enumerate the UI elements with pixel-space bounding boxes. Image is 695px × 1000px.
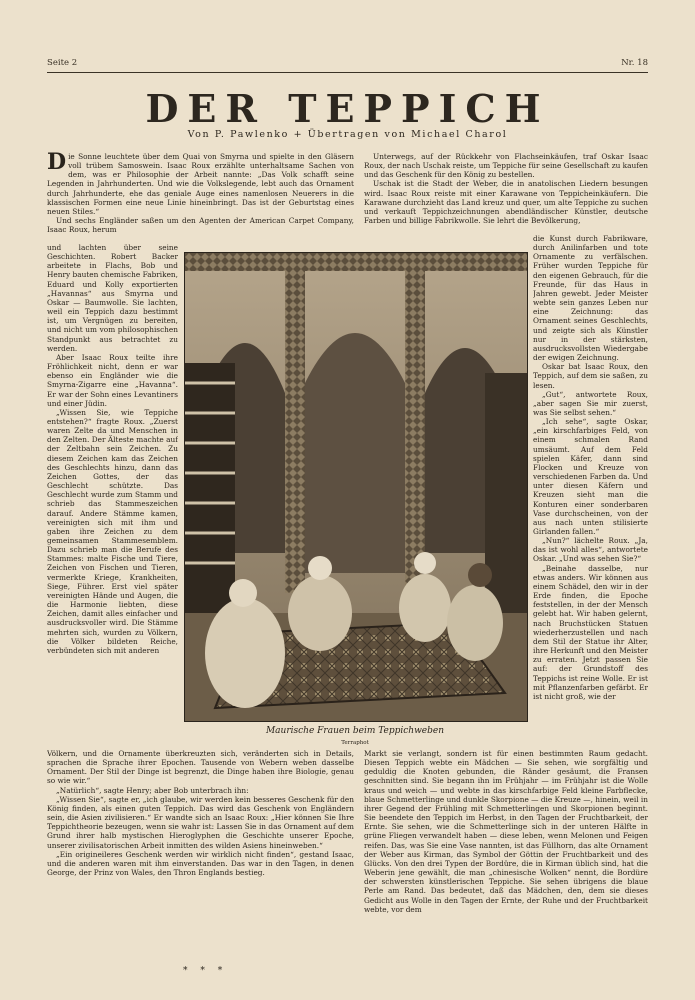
paragraph: „Gut“, antwortete Roux, „aber sagen Sie mir zuerst, was Sie selbst sehen.“ [533, 389, 648, 417]
page-number-label: Seite 2 [47, 58, 78, 68]
photo-credit: Terraphot [341, 740, 369, 746]
paragraph: „Beinahe dasselbe, nur etwas anders. Wir können aus einem Schädel, den wir in der Erde finden, die Epoche feststellen, in der der Mensch gelebt hat. Wir haben gelernt, nach Bruchstücken Statuen wiederherzustellen und nach dem Stil der Statue ihr Alter, ihre Herkunft und den Meister zu erraten. Jetzt passen Sie auf: der Grundstoff des Teppichs ist reine Wolle. Er ist mit Pflanzenfarben gefärbt. Er ist nicht groß, wie der [533, 563, 648, 701]
issue-number-label: Nr. 18 [621, 58, 648, 68]
paragraph: „Wissen Sie, wie Teppiche entstehen?“ fragte Roux. „Zuerst waren Zelte da und Menschen in den Zelten. Der Älteste machte auf der Zeltbahn sein Zeichen. Zu diesem Zeichen kam das Zeichen des Geschlechts hinzu, dann das Zeichen Gottes, der das Geschlecht schützte. Das Geschlecht wurde zum Stamm und schrieb das Stammeszeichen darauf. Andere Stämme kamen, vereinigten sich mit ihm und gaben ihre Zeichen zu dem gemeinsamen Stammesemblem. Dazu schrieb man die Berufe des Stammes: malte Fische und Tiere, Zeichen von Fischen und Tieren, vermerkte Kriege, Krankheiten, Siege, Führer. Erst viel später vereinigten Hände und Augen, die die Harmonie liebten, diese Zeichen, damit alles einfacher und ausdrucksvoller wird. Die Stämme mehrten sich, wurden zu Völkern, die Völker bildeten Reiche, verbündeten sich mit anderen [47, 407, 178, 655]
page-header [47, 58, 648, 72]
paragraph: „Wissen Sie“, sagte er, „ich glaube, wir werden kein besseres Geschenk für den König finden, als einen guten Teppich. Das wird das Geschenk von Engländern sein, die Asien zivilisieren.“ Er wandte sich an Isaac Roux: „Hier können Sie Ihre Teppichtheorie bezeugen, wenn sie wahr ist: Lassen Sie in das Ornament auf dem Grund ihrer halb mystischen Hieroglyphen die Geschichte unserer Epoche, unserer zivilisatorischen Arbeit inmitten des wilden Asiens hineinweben.“ [47, 794, 354, 850]
photograph-weaving-women [184, 252, 528, 722]
paragraph: Völkern, und die Ornamente überkreuzten sich, veränderten sich in Details, sprachen die Sprache ihrer Epochen. Tausende von Webern weben dasselbe Ornament. Der Stil der Dinge ist begrenzt, die Dinge haben ihre Biologie, genau so wie wir.“ [47, 749, 354, 786]
right-column-narrow [533, 234, 648, 748]
left-column-top [47, 152, 354, 252]
paragraph: „Ich sehe“, sagte Oskar, „ein kirschfarbiges Feld, von einem schmalen Rand umsäumt. Auf dem Feld spielen Käfer, dann sind Flocken und Kreuze von verschiedenen Farben da. Und unter diesen Käfern und Kreuzen sieht man die Konturen einer sonderbaren Vase durchscheinen, von der aus nach unten stilisierte Girlanden fallen.“ [533, 417, 648, 536]
article-title: DER TEPPICH [145, 86, 550, 131]
paragraph: „Natürlich“, sagte Henry; aber Bob unterbrach ihn: [56, 785, 249, 795]
left-column-bottom [47, 749, 354, 964]
paragraph: Und sechs Engländer saßen um den Agenten der American Carpet Company, Isaac Roux, herum [47, 216, 354, 235]
right-column-bottom [364, 749, 648, 949]
paragraph: „Ein origineileres Geschenk werden wir wirklich nicht finden“, gestand Isaac, und die anderen waren mit ihm einverstanden. Das war in den Tagen, in denen George, der Prinz von Wales, den Thron Englands bestieg. [47, 849, 354, 878]
section-break-stars: * * * [183, 966, 228, 976]
right-column-top [364, 152, 648, 236]
paragraph: „Nun?“ lächelte Roux. „Ja, das ist wohl alles“, antwortete Oskar. „Und was sehen Sie?“ [533, 536, 648, 564]
paragraph: Aber Isaac Roux teilte ihre Fröhlichkeit nicht, denn er war ebenso ein Engländer wie die Smyrna-Zigarre eine „Havanna“. Er war der Sohn eines Levantiners und einer Jüdin. [47, 352, 178, 408]
paragraph: Unterwegs, auf der Rückkehr von Flachseinkäufen, traf Oskar Isaac Roux, der nach Uschak reiste, um Teppiche für seine Gesellschaft zu kaufen und das Geschenk für den König zu bestellen. [364, 152, 648, 180]
paragraph: die Kunst durch Fabrikware, durch Anilinfarben und tote Ornamente zu verfälschen. Früher wurden Teppiche für den eigenen Gebrauch, für die Freunde, für das Haus in Jahren gewebt. Jeder Meister webte sein ganzes Leben nur eine Zeichnung: das Ornament seines Geschlechts, und zeigte sich als Künstler nur in der stärksten, ausdrucksvollsten Wiedergabe der ewigen Zeichnung. [533, 234, 648, 363]
photo-illustration [185, 253, 527, 721]
paragraph: und lachten über seine Geschichten. Robert Backer arbeitete in Flachs, Bob und Henry bauten chemische Fabriken, Eduard und Kolly exportierten „Havannas“ aus Smyrna und Oskar — Baumwolle. Sie lachten, weil ein Teppich dazu bestimmt ist, um Vergnügen zu bereiten, und nicht um vom philosophischen Standpunkt aus betrachtet zu werden. [47, 243, 178, 353]
paragraph: Uschak ist die Stadt der Weber, die in anatolischen Liedern besungen wird. Isaac Roux reiste mit einer Karawane von Teppicheinkäufern. Die Karawane durchzieht das Land kreuz und quer, um alte Teppiche zu suchen und verkauft Teppichzeichnungen abendländischer Künstler, deutsche Farben und billige Fabrikwolle. Sie lehrt die Bevölkerung, [364, 179, 648, 226]
left-column-narrow [47, 243, 178, 748]
paragraph: Die Sonne leuchtete über dem Quai von Smyrna und spielte in den Gläsern voll trübem Samoswein. Isaac Roux erzählte unterhaltsame Sachen von dem, was er Philosophie der Arbeit nannte: „Das Volk schafft seine Legenden in Jahrhunderten. Und wie die Volkslegende, lebt auch das Ornament durch Jahrhunderte, ehe das geniale Auge eines namenlosen Neuerers in die klassischen Formen eine neue Linie hineinbringt. Das ist der Geburtstag eines neuen Stiles.“ [47, 152, 354, 216]
article-byline: Von P. Pawlenko + Übertragen von Michael Charol [187, 129, 508, 140]
drop-cap: D [47, 152, 67, 175]
paragraph: Oskar bat Isaac Roux, den Teppich, auf dem sie saßen, zu lesen. [533, 362, 648, 390]
paragraph: Markt sie verlangt, sondern ist für einen bestimmten Raum gedacht. Diesen Teppich webte ein Mädchen — Sie sehen, wie sorgfältig und geduldig die Knoten gebunden, die Ränder gesäumt, die Fransen geschnitten sind. Sie begann ihn im Frühjahr — im Frühjahr ist die Wolle kraus und weich — und webte in das kirschfarbige Feld kleine Farbflecke, blaue Schmetterlinge und dunkle Skorpione — die Kreuze —, hinein, weil in ihrer Gegend der Frühling mit Schmetterlingen und Skorpionen beginnt. Sie beendete den Teppich im Herbst, in den Tagen der Fruchtbarkeit, der Ernte. Sie sehen, wie die Schmetterlinge sich in der unteren Hälfte in grüne Fliegen verwandelt haben — diese leben, wenn Melonen und Feigen reifen. Das, was Sie eine Vase nannten, ist das Füllhorn, das alte Ornament der Weber aus Kirman, das Symbol der Göttin der Fruchtbarkeit und des Glücks. Von den drei Typen der Bordüre, die in Kirman üblich sind, hat die Weberin jene gewählt, die man „chinesische Wolken“ nennt, die Bordüre der schwersten künstlerischen Teppiche. Sie sehen übrigens die blaue Perle am Rand. Das bedeutet, daß das Mädchen, den, dem sie dieses Gedicht aus Wolle in den Tagen der Ernte, der Ruhe und der Fruchtbarkeit webte, vor dem [364, 749, 648, 914]
header-rule [47, 72, 648, 73]
photo-caption: Maurische Frauen beim Teppichweben [265, 726, 445, 736]
